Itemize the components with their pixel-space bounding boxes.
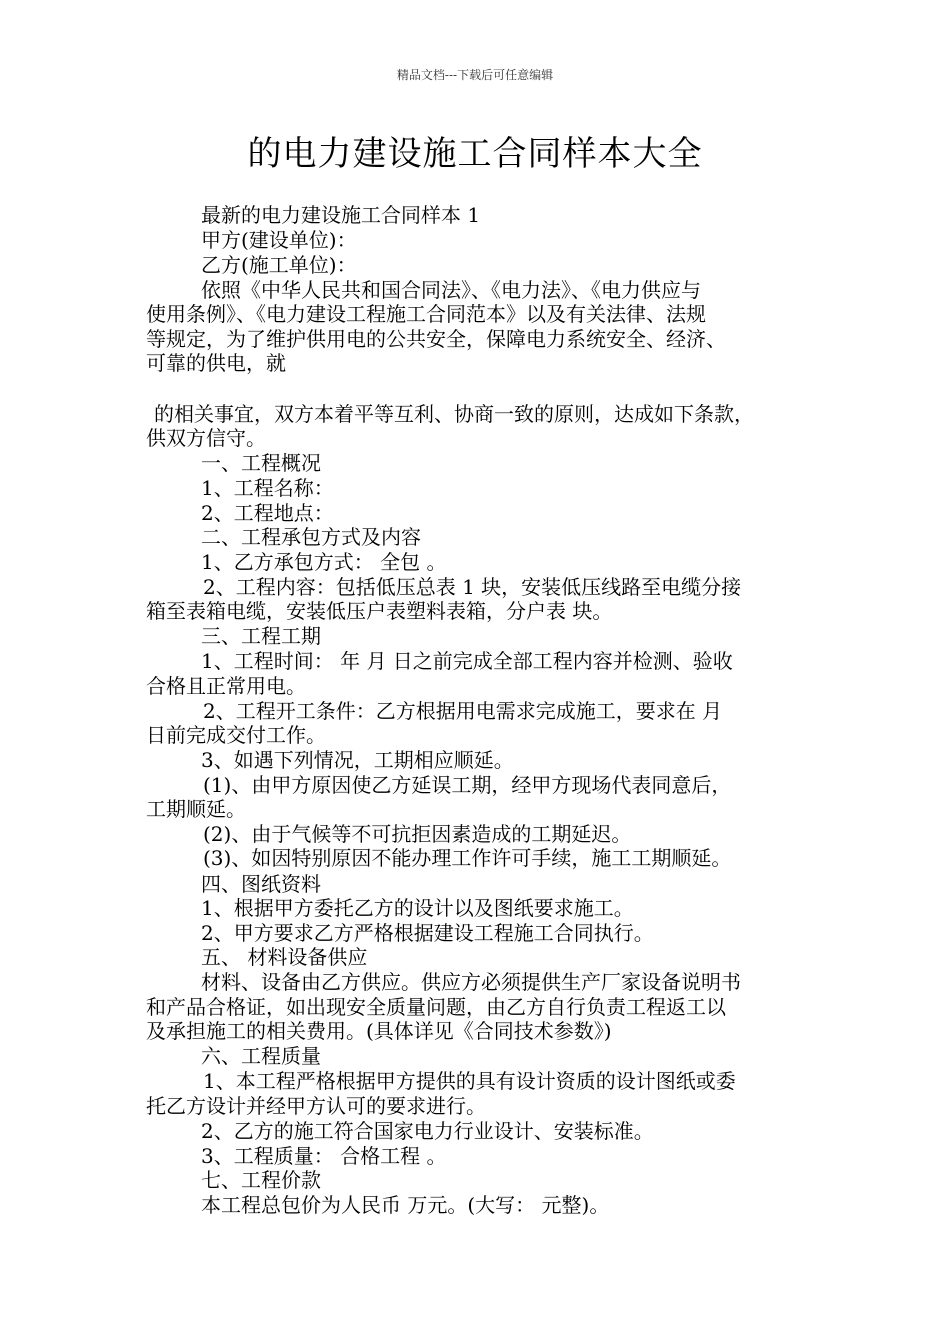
clause-line: (2)、由于气候等不可抗拒因素造成的工期延迟。	[203, 822, 632, 846]
clause-line: 1、本工程严格根据甲方提供的具有设计资质的设计图纸或委	[203, 1069, 736, 1093]
contract-subtitle: 最新的电力建设施工合同样本 1	[201, 203, 481, 227]
clause-line: 2、甲方要求乙方严格根据建设工程施工合同执行。	[201, 921, 654, 945]
clause-line: 日前完成交付工作。	[146, 723, 326, 747]
clause-line: (3)、如因特别原因不能办理工作许可手续，施工工期顺延。	[203, 846, 732, 870]
section-heading: 四、图纸资料	[201, 872, 321, 896]
clause-line: 2、工程开工条件：乙方根据用电需求完成施工，要求在 月	[203, 699, 723, 723]
clause-line: 3、如遇下列情况，工期相应顺延。	[201, 748, 514, 772]
party-a-line: 甲方(建设单位)：	[201, 228, 357, 252]
clause-line: (1)、由甲方原因使乙方延误工期，经甲方现场代表同意后，	[203, 773, 732, 797]
clause-line: 托乙方设计并经甲方认可的要求进行。	[146, 1094, 486, 1118]
section-heading: 七、工程价款	[201, 1168, 321, 1192]
party-b-line: 乙方(施工单位)：	[201, 253, 357, 277]
clause-line: 本工程总包价为人民币 万元。(大写： 元整)。	[201, 1193, 610, 1217]
page-header: 精品文档---下载后可任意编辑	[396, 68, 554, 82]
paragraph-line: 等规定，为了维护供用电的公共安全，保障电力系统安全、经济、	[146, 327, 726, 351]
clause-line: 2、工程地点：	[201, 501, 334, 525]
clause-line: 材料、设备由乙方供应。供应方必须提供生产厂家设备说明书	[201, 970, 741, 994]
clause-line: 1、根据甲方委托乙方的设计以及图纸要求施工。	[201, 896, 634, 920]
paragraph-line: 使用条例》、《电力建设工程施工合同范本》以及有关法律、法规	[146, 302, 706, 326]
section-heading: 二、工程承包方式及内容	[201, 525, 421, 549]
clause-line: 合格且正常用电。	[146, 674, 306, 698]
clause-line: 及承担施工的相关费用。(具体详见《合同技术参数》)	[146, 1019, 612, 1043]
clause-line: 3、工程质量： 合格工程 。	[201, 1144, 447, 1168]
section-heading: 一、工程概况	[201, 451, 321, 475]
paragraph-line: 可靠的供电，就	[146, 351, 286, 375]
paragraph-line: 依照《中华人民共和国合同法》、《电力法》、《电力供应与	[201, 278, 701, 302]
clause-line: 1、工程名称：	[201, 476, 334, 500]
paragraph-line: 的相关事宜，双方本着平等互利、协商一致的原则，达成如下条款，	[154, 402, 754, 426]
clause-line: 1、乙方承包方式： 全包 。	[201, 550, 447, 574]
section-heading: 三、工程工期	[201, 624, 321, 648]
section-heading: 五、 材料设备供应	[201, 945, 368, 969]
paragraph-line: 供双方信守。	[146, 426, 266, 450]
clause-line: 和产品合格证，如出现安全质量问题，由乙方自行负责工程返工以	[146, 995, 726, 1019]
clause-line: 2、工程内容：包括低压总表 1 块，安装低压线路至电缆分接	[203, 575, 742, 599]
section-heading: 六、工程质量	[201, 1044, 321, 1068]
clause-line: 1、工程时间： 年 月 日之前完成全部工程内容并检测、验收	[201, 649, 733, 673]
clause-line: 工期顺延。	[146, 797, 246, 821]
clause-line: 2、乙方的施工符合国家电力行业设计、安装标准。	[201, 1119, 654, 1143]
document-title: 的电力建设施工合同样本大全	[247, 134, 703, 174]
clause-line: 箱至表箱电缆，安装低压户表塑料表箱，分户表 块。	[146, 599, 613, 623]
